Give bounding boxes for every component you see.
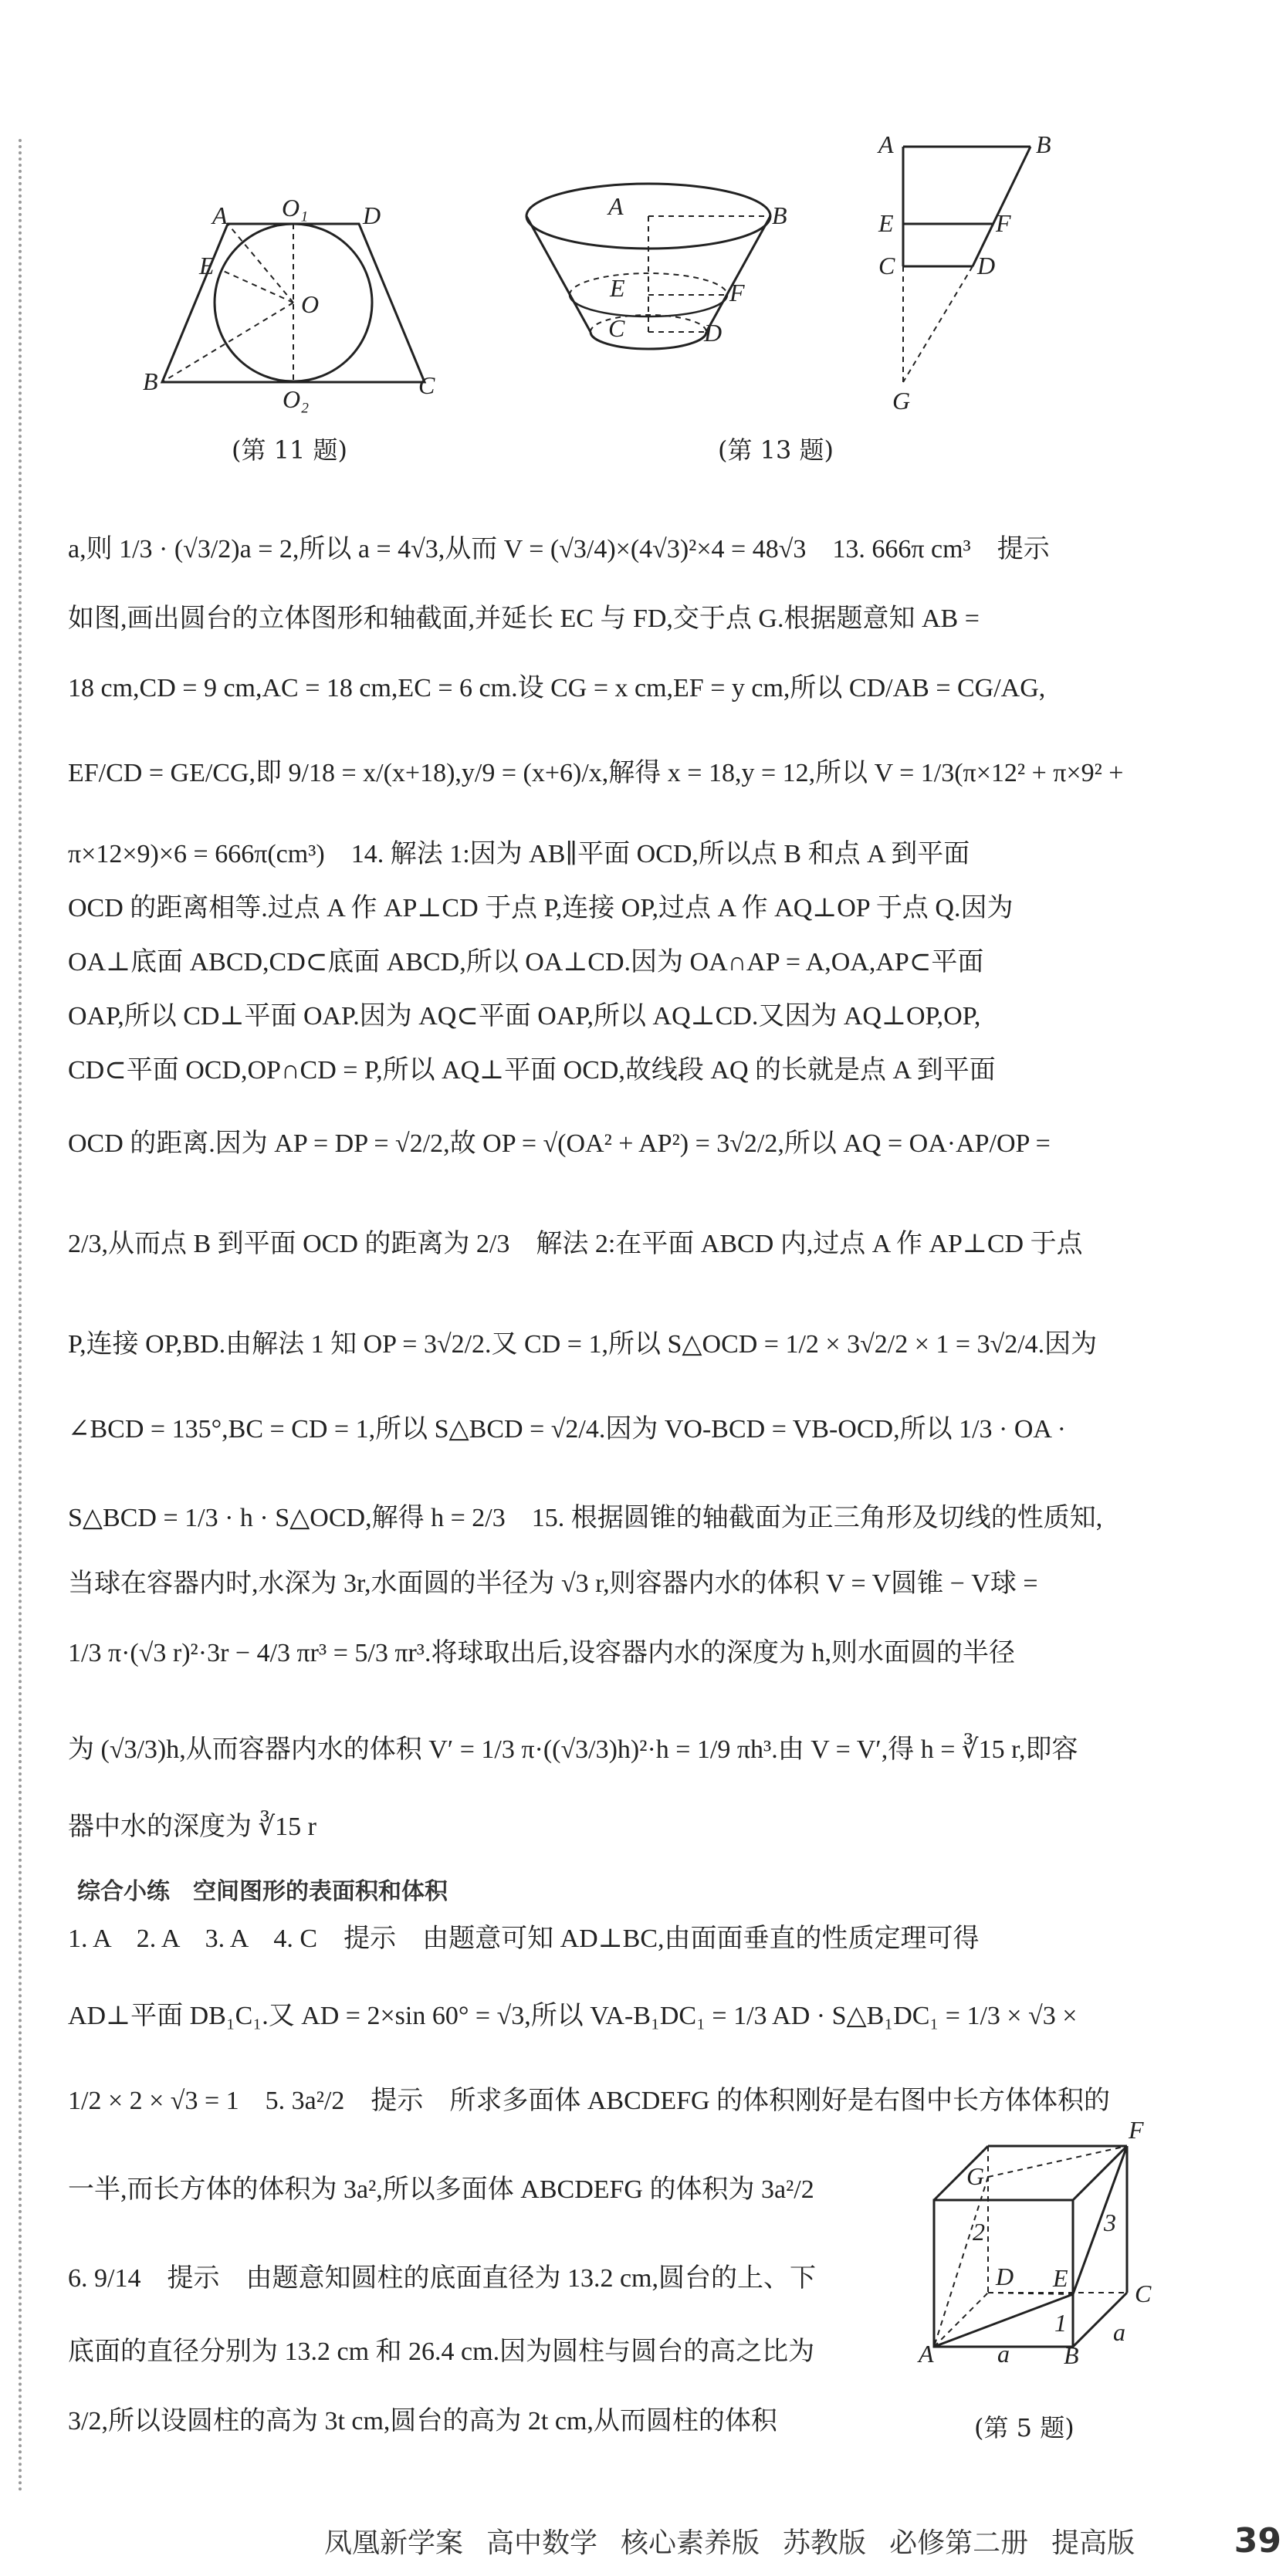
- text-line-25: 3/2,所以设圆柱的高为 3t cm,圆台的高为 2t cm,从而圆柱的体积: [68, 2407, 777, 2436]
- figure-13-frustum: [494, 178, 818, 371]
- label-a-bottom: a: [997, 2340, 1010, 2368]
- label-D: D: [363, 201, 381, 229]
- footer-volume: 必修第二册: [889, 2527, 1029, 2559]
- text-line-10: OCD 的距离.因为 AP = DP = √2/2,故 OP = √(OA² + AP²) = 3√2/2,所以 AQ = OA·AP/OP =: [68, 1129, 1051, 1158]
- text-line-19: 1. A 2. A 3. A 4. C 提示 由题意可知 AD⊥BC,由面面垂直的性质定理可得: [68, 1924, 980, 1953]
- binding-margin-dotted-line: [19, 139, 22, 2493]
- text-line-13: ∠BCD = 135°,BC = CD = 1,所以 S△BCD = √2/4.因为 VO-BCD = VB-OCD,所以 1/3 · OA ·: [68, 1415, 1066, 1444]
- text-line-7: OA⊥底面 ABCD,CD⊂底面 ABCD,所以 OA⊥CD.因为 OA∩AP = A,OA,AP⊂平面: [68, 948, 984, 977]
- label-E: E: [1053, 2264, 1068, 2292]
- label-F: F: [1129, 2116, 1144, 2144]
- figure-13-section: [865, 124, 1065, 417]
- label-2: 2: [973, 2218, 985, 2246]
- label-A: A: [212, 201, 228, 229]
- label-A: A: [608, 192, 624, 220]
- text-line-15: 当球在容器内时,水深为 3r,水面圆的半径为 √3 r,则容器内水的体积 V = V圆锥 − V球 =: [68, 1569, 1038, 1598]
- footer-level: 提高版: [1051, 2527, 1135, 2559]
- label-a-side: a: [1113, 2318, 1125, 2346]
- footer-series: 凤凰新学案: [324, 2527, 464, 2559]
- text-line-18: 器中水的深度为 ∛15 r: [68, 1813, 316, 1841]
- text-line-14: S△BCD = 1/3 · h · S△OCD,解得 h = 2/3 15. 根据圆锥的轴截面为正三角形及切线的性质知,: [68, 1504, 1103, 1532]
- text-line-3: 18 cm,CD = 9 cm,AC = 18 cm,EC = 6 cm.设 CG = x cm,EF = y cm,所以 CD/AB = CG/AG,: [68, 674, 1046, 702]
- section-title: 综合小练 空间图形的表面积和体积: [77, 1878, 448, 1905]
- label-D: D: [977, 252, 996, 279]
- text-line-17: 为 (√3/3)h,从而容器内水的体积 V′ = 1/3 π·((√3/3)h)²·h = 1/9 πh³.由 V = V′,得 h = ∛15 r,即容: [68, 1735, 1078, 1764]
- text-line-6: OCD 的距离相等.过点 A 作 AP⊥CD 于点 P,连接 OP,过点 A 作 AQ⊥OP 于点 Q.因为: [68, 894, 1014, 922]
- label-B: B: [772, 201, 787, 229]
- label-C: C: [608, 314, 625, 342]
- label-A: A: [878, 130, 894, 158]
- footer-edition: 核心素养版: [621, 2527, 760, 2559]
- label-G: G: [966, 2162, 985, 2190]
- label-E: E: [878, 209, 894, 237]
- text-line-12: P,连接 OP,BD.由解法 1 知 OP = 3√2/2.又 CD = 1,所以 S△OCD = 1/2 × 3√2/2 × 1 = 3√2/4.因为: [68, 1330, 1098, 1359]
- text-line-2: 如图,画出圆台的立体图形和轴截面,并延长 EC 与 FD,交于点 G.根据题意知 AB =: [68, 604, 980, 633]
- label-O1: O₁: [282, 194, 309, 222]
- figure-11: [139, 193, 463, 432]
- label-B: B: [143, 367, 158, 395]
- text-line-4: EF/CD = GE/CG,即 9/18 = x/(x+18),y/9 = (x+6)/x,解得 x = 18,y = 12,所以 V = 1/3(π×12² + π×9² +: [68, 759, 1124, 787]
- text-line-1: a,则 1/3 · (√3/2)a = 2,所以 a = 4√3,从而 V = (√3/4)×(4√3)²×4 = 48√3 13. 666π cm³ 提示: [68, 535, 1050, 564]
- text-line-8: OAP,所以 CD⊥平面 OAP.因为 AQ⊂平面 OAP,所以 AQ⊥CD.又因为 AQ⊥OP,OP,: [68, 1002, 981, 1031]
- text-line-5: π×12×9)×6 = 666π(cm³) 14. 解法 1:因为 AB∥平面 OCD,所以点 B 和点 A 到平面: [68, 840, 970, 868]
- text-line-21: 1/2 × 2 × √3 = 1 5. 3a²/2 提示 所求多面体 ABCDEFG 的体积刚好是右图中长方体体积的: [68, 2087, 1111, 2115]
- text-line-20: AD⊥平面 DB₁C₁.又 AD = 2×sin 60° = √3,所以 VA-B₁DC₁ = 1/3 AD · S△B₁DC₁ = 1/3 × √3 ×: [68, 2002, 1078, 2030]
- label-C: C: [878, 252, 895, 279]
- text-line-24: 底面的直径分别为 13.2 cm 和 26.4 cm.因为圆柱与圆台的高之比为: [68, 2337, 815, 2366]
- label-B: B: [1064, 2341, 1079, 2369]
- figure-5: [911, 2115, 1166, 2370]
- label-A: A: [919, 2340, 934, 2368]
- label-B: B: [1036, 130, 1051, 158]
- label-F: F: [729, 279, 745, 306]
- label-E: E: [610, 274, 625, 302]
- label-3: 3: [1104, 2209, 1116, 2236]
- page-number: 39: [1234, 2521, 1281, 2561]
- label-G: G: [892, 387, 911, 415]
- label-D: D: [704, 319, 723, 347]
- label-O: O: [301, 290, 320, 318]
- label-D: D: [996, 2263, 1014, 2290]
- text-line-11: 2/3,从而点 B 到平面 OCD 的距离为 2/3 解法 2:在平面 ABCD 内,过点 A 作 AP⊥CD 于点: [68, 1230, 1083, 1258]
- label-F: F: [996, 209, 1011, 237]
- footer-publisher: 苏教版: [783, 2527, 867, 2559]
- figure-5-caption: (第 5 题): [974, 2413, 1074, 2442]
- label-1: 1: [1054, 2309, 1067, 2337]
- text-line-16: 1/3 π·(√3 r)²·3r − 4/3 πr³ = 5/3 πr³.将球取出后,设容器内水的深度为 h,则水面圆的半径: [68, 1639, 1016, 1667]
- footer-subject: 高中数学: [486, 2527, 598, 2559]
- figure-13-caption: (第 13 题): [718, 435, 834, 465]
- page-footer: [324, 2521, 1281, 2561]
- label-C: C: [1135, 2280, 1152, 2307]
- label-E: E: [199, 252, 215, 279]
- text-line-9: CD⊂平面 OCD,OP∩CD = P,所以 AQ⊥平面 OCD,故线段 AQ 的长就是点 A 到平面: [68, 1056, 996, 1085]
- label-O2: O₂: [283, 385, 310, 413]
- figure-11-caption: (第 11 题): [232, 435, 348, 465]
- text-line-22: 一半,而长方体的体积为 3a²,所以多面体 ABCDEFG 的体积为 3a²/2: [68, 2175, 814, 2204]
- text-line-23: 6. 9/14 提示 由题意知圆柱的底面直径为 13.2 cm,圆台的上、下: [68, 2264, 816, 2293]
- label-C: C: [418, 371, 435, 399]
